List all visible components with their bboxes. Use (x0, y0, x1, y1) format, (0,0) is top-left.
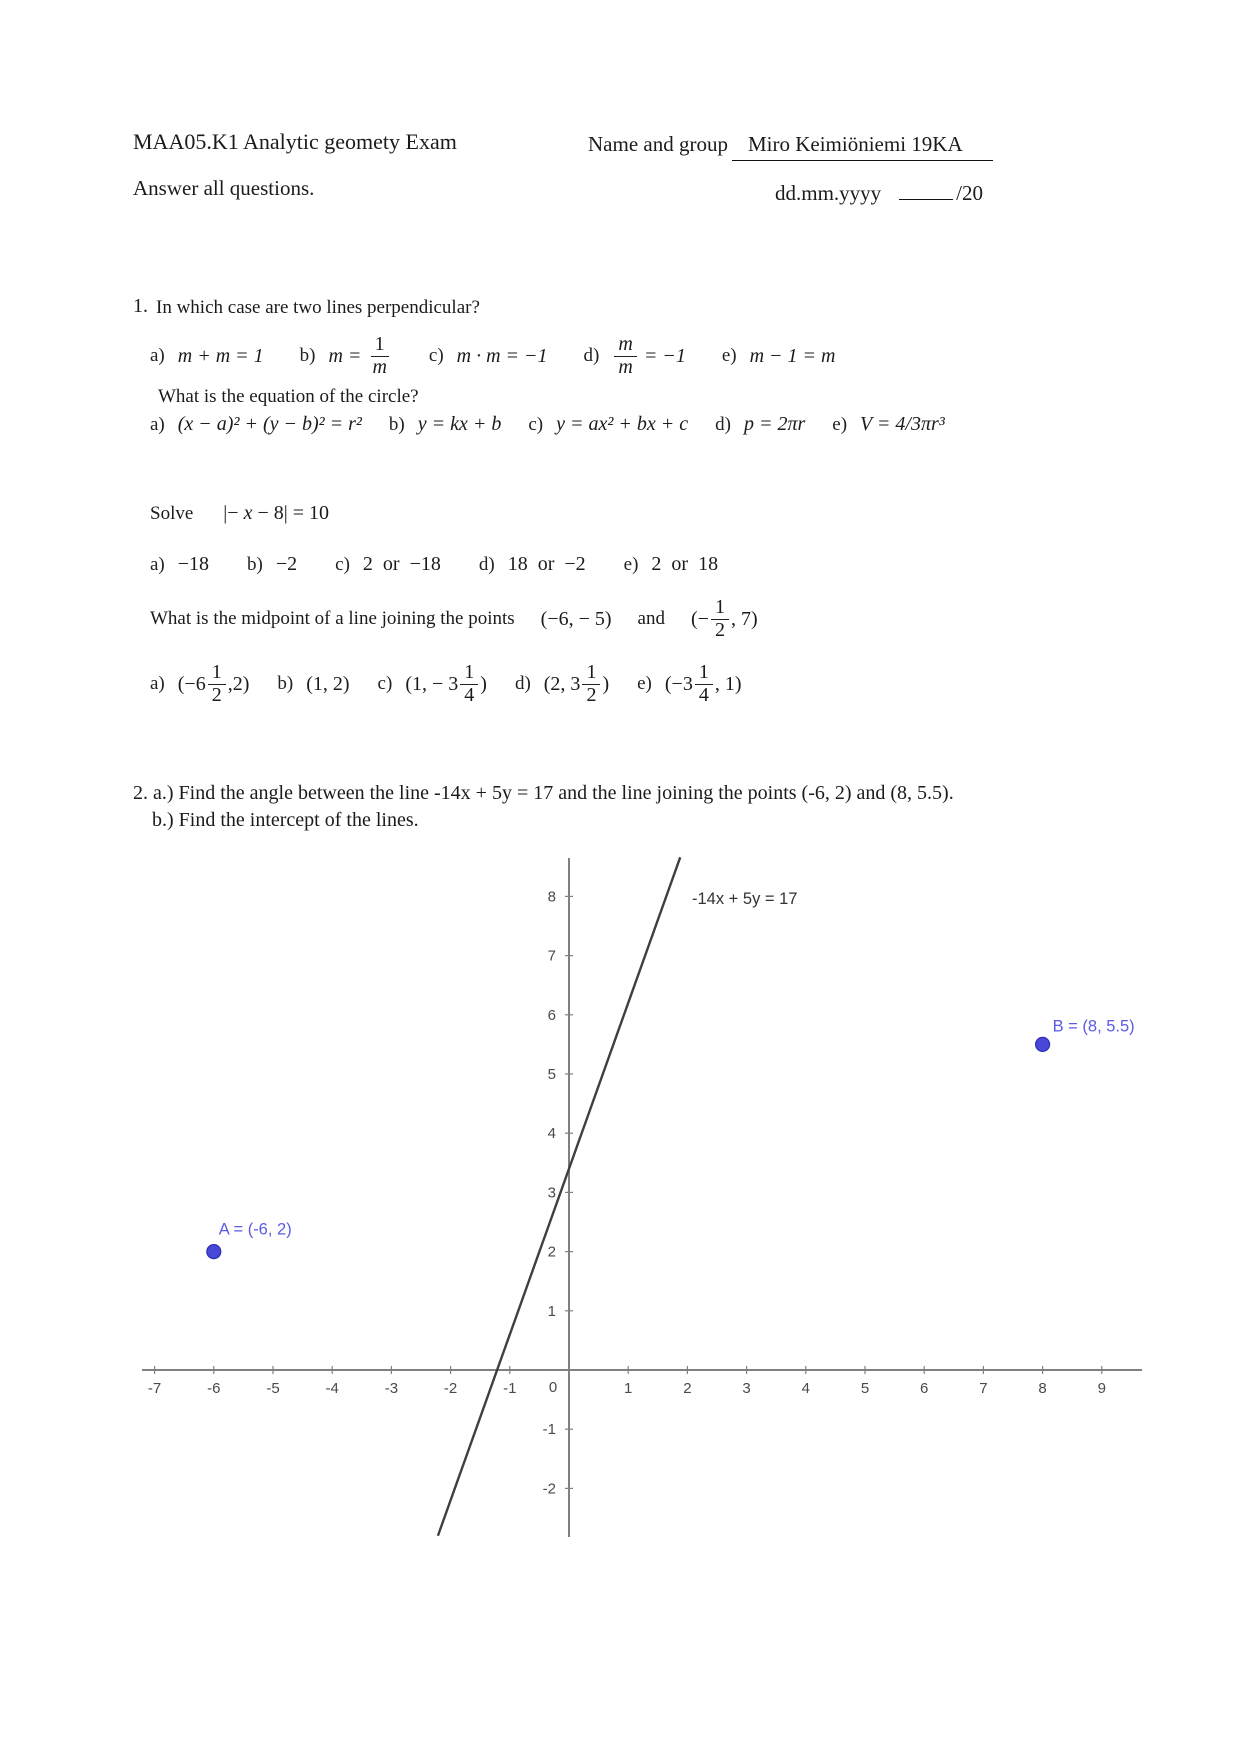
option-a: a) −18 (150, 553, 210, 575)
question-1-number: 1. (133, 295, 148, 317)
question-solve (150, 502, 329, 525)
y-tick-label: 3 (547, 1184, 556, 1202)
instructions: Answer all questions. (133, 176, 315, 200)
x-tick-label: -5 (266, 1380, 280, 1397)
y-tick-label: -2 (542, 1480, 556, 1498)
y-tick-label: 8 (547, 888, 556, 906)
point-A-label: A = (-6, 2) (218, 1220, 292, 1239)
line-equation-label: -14x + 5y = 17 (692, 890, 798, 908)
y-tick-label: 6 (547, 1006, 556, 1024)
score-blank-line (899, 177, 953, 200)
midpoint-point-1: (−6, − 5) (540, 607, 612, 630)
midpoint-point-2: (− $\frac{1}{2}$ , 7) (690, 595, 758, 641)
name-label: Name and group (588, 132, 728, 156)
options-circle-equation (150, 413, 945, 436)
fraction: $\frac{1}{4}$ (460, 662, 478, 706)
option-c: c) (1, − 3 $\frac{1}{4}$ ) (377, 660, 487, 706)
option-c: c) y = ax² + bx + c (528, 413, 689, 435)
x-tick-label: 2 (683, 1380, 692, 1397)
x-tick-label: 1 (624, 1380, 633, 1397)
options-solve (150, 553, 718, 576)
option-b: b) y = kx + b (388, 413, 502, 435)
option-a: a) m + m = 1 (150, 344, 264, 367)
name-value-underlined: Miro Keimiöniemi 19KA (732, 132, 993, 161)
fraction: $\frac{1}{4}$ (695, 662, 713, 706)
question-1 (133, 297, 480, 320)
option-a: a) (x − a)² + (y − b)² = r² (150, 413, 362, 435)
x-tick-label: 7 (979, 1380, 988, 1397)
x-tick-label: -4 (325, 1380, 339, 1397)
point-A-dot (207, 1245, 221, 1259)
question-circle-equation: What is the equation of the circle? (158, 386, 419, 407)
x-tick-label: 9 (1097, 1380, 1106, 1397)
date-score-row (775, 177, 983, 206)
question-2b: b.) Find the intercept of the lines. (152, 809, 419, 831)
y-tick-label: 4 (547, 1125, 556, 1143)
y-tick-label: 7 (547, 947, 556, 965)
options-perpendicular (150, 330, 835, 382)
option-e: e) V = 4/3πr³ (832, 413, 945, 435)
x-tick-label: 5 (860, 1380, 870, 1397)
options-midpoint (150, 655, 742, 713)
x-tick-label: 8 (1038, 1380, 1047, 1397)
option-b: b) (1, 2) (277, 672, 350, 695)
plotted-line (438, 857, 680, 1535)
x-tick-label: 4 (801, 1380, 810, 1397)
fraction: $\frac{1}{2}$ (711, 597, 729, 641)
exam-title: MAA05.K1 Analytic geomety Exam (133, 129, 457, 154)
option-d: d) (2, 3 $\frac{1}{2}$ ) (514, 660, 610, 706)
y-tick-label: 5 (547, 1066, 556, 1083)
fraction: $\frac{m}{m}$ (614, 334, 636, 378)
x-tick-label: 6 (920, 1380, 929, 1397)
x-tick-label: -6 (207, 1380, 221, 1397)
x-tick-label: -7 (147, 1380, 162, 1397)
option-b: b) m = $\frac{1}{m}$ (300, 334, 393, 378)
axis-ticks (148, 888, 1106, 1497)
option-e: e) m − 1 = m (721, 344, 836, 367)
point-B-dot (1036, 1037, 1050, 1051)
question-midpoint: What is the midpoint of a line joining the points (−6, − 5) and (− $\frac{1}{2}$ , 7) (150, 595, 758, 641)
x-tick-label: -3 (384, 1380, 399, 1397)
fraction: $\frac{1}{m}$ (372, 332, 387, 378)
option-e: e) (−3 $\frac{1}{4}$ , 1) (637, 660, 742, 706)
option-e: e) 2 or 18 (623, 553, 719, 575)
name-and-group-row (588, 132, 993, 161)
y-tick-label: 1 (547, 1302, 556, 1320)
option-b: b) −2 (247, 553, 298, 575)
date-label: dd.mm.yyyy (775, 181, 882, 205)
solve-expression: |− x − 8| = 10 (223, 502, 330, 524)
fraction: $\frac{1}{2}$ (208, 662, 226, 706)
option-c: c) m · m = −1 (428, 344, 548, 367)
plotted-points (207, 1017, 1135, 1258)
origin-label: 0 (548, 1379, 558, 1396)
question-1-text: In which case are two lines perpendicular? (156, 297, 480, 318)
y-tick-label: -1 (542, 1421, 556, 1439)
x-tick-label: -1 (503, 1380, 517, 1397)
question-2a: 2. a.) Find the angle between the line -14x + 5y = 17 and the line joining the points (-6, 2) and (8, 5.5). (133, 782, 954, 804)
option-a: a) (−6 $\frac{1}{2}$ ,2) (150, 660, 250, 706)
fraction: $\frac{1}{2}$ (582, 662, 600, 706)
x-tick-label: 3 (742, 1380, 751, 1397)
x-tick-label: -2 (443, 1380, 458, 1397)
y-tick-label: 2 (547, 1243, 556, 1261)
point-B-label: B = (8, 5.5) (1052, 1017, 1135, 1036)
coordinate-graph (0, 840, 1234, 1750)
option-c: c) 2 or −18 (335, 553, 441, 575)
option-d: d) p = 2πr (715, 413, 806, 435)
option-d: d) 18 or −2 (478, 553, 586, 575)
solve-label: Solve (150, 502, 194, 524)
option-d: d) $\frac{m}{m}$ = −1 (583, 332, 686, 378)
score-denominator: /20 (956, 181, 984, 205)
